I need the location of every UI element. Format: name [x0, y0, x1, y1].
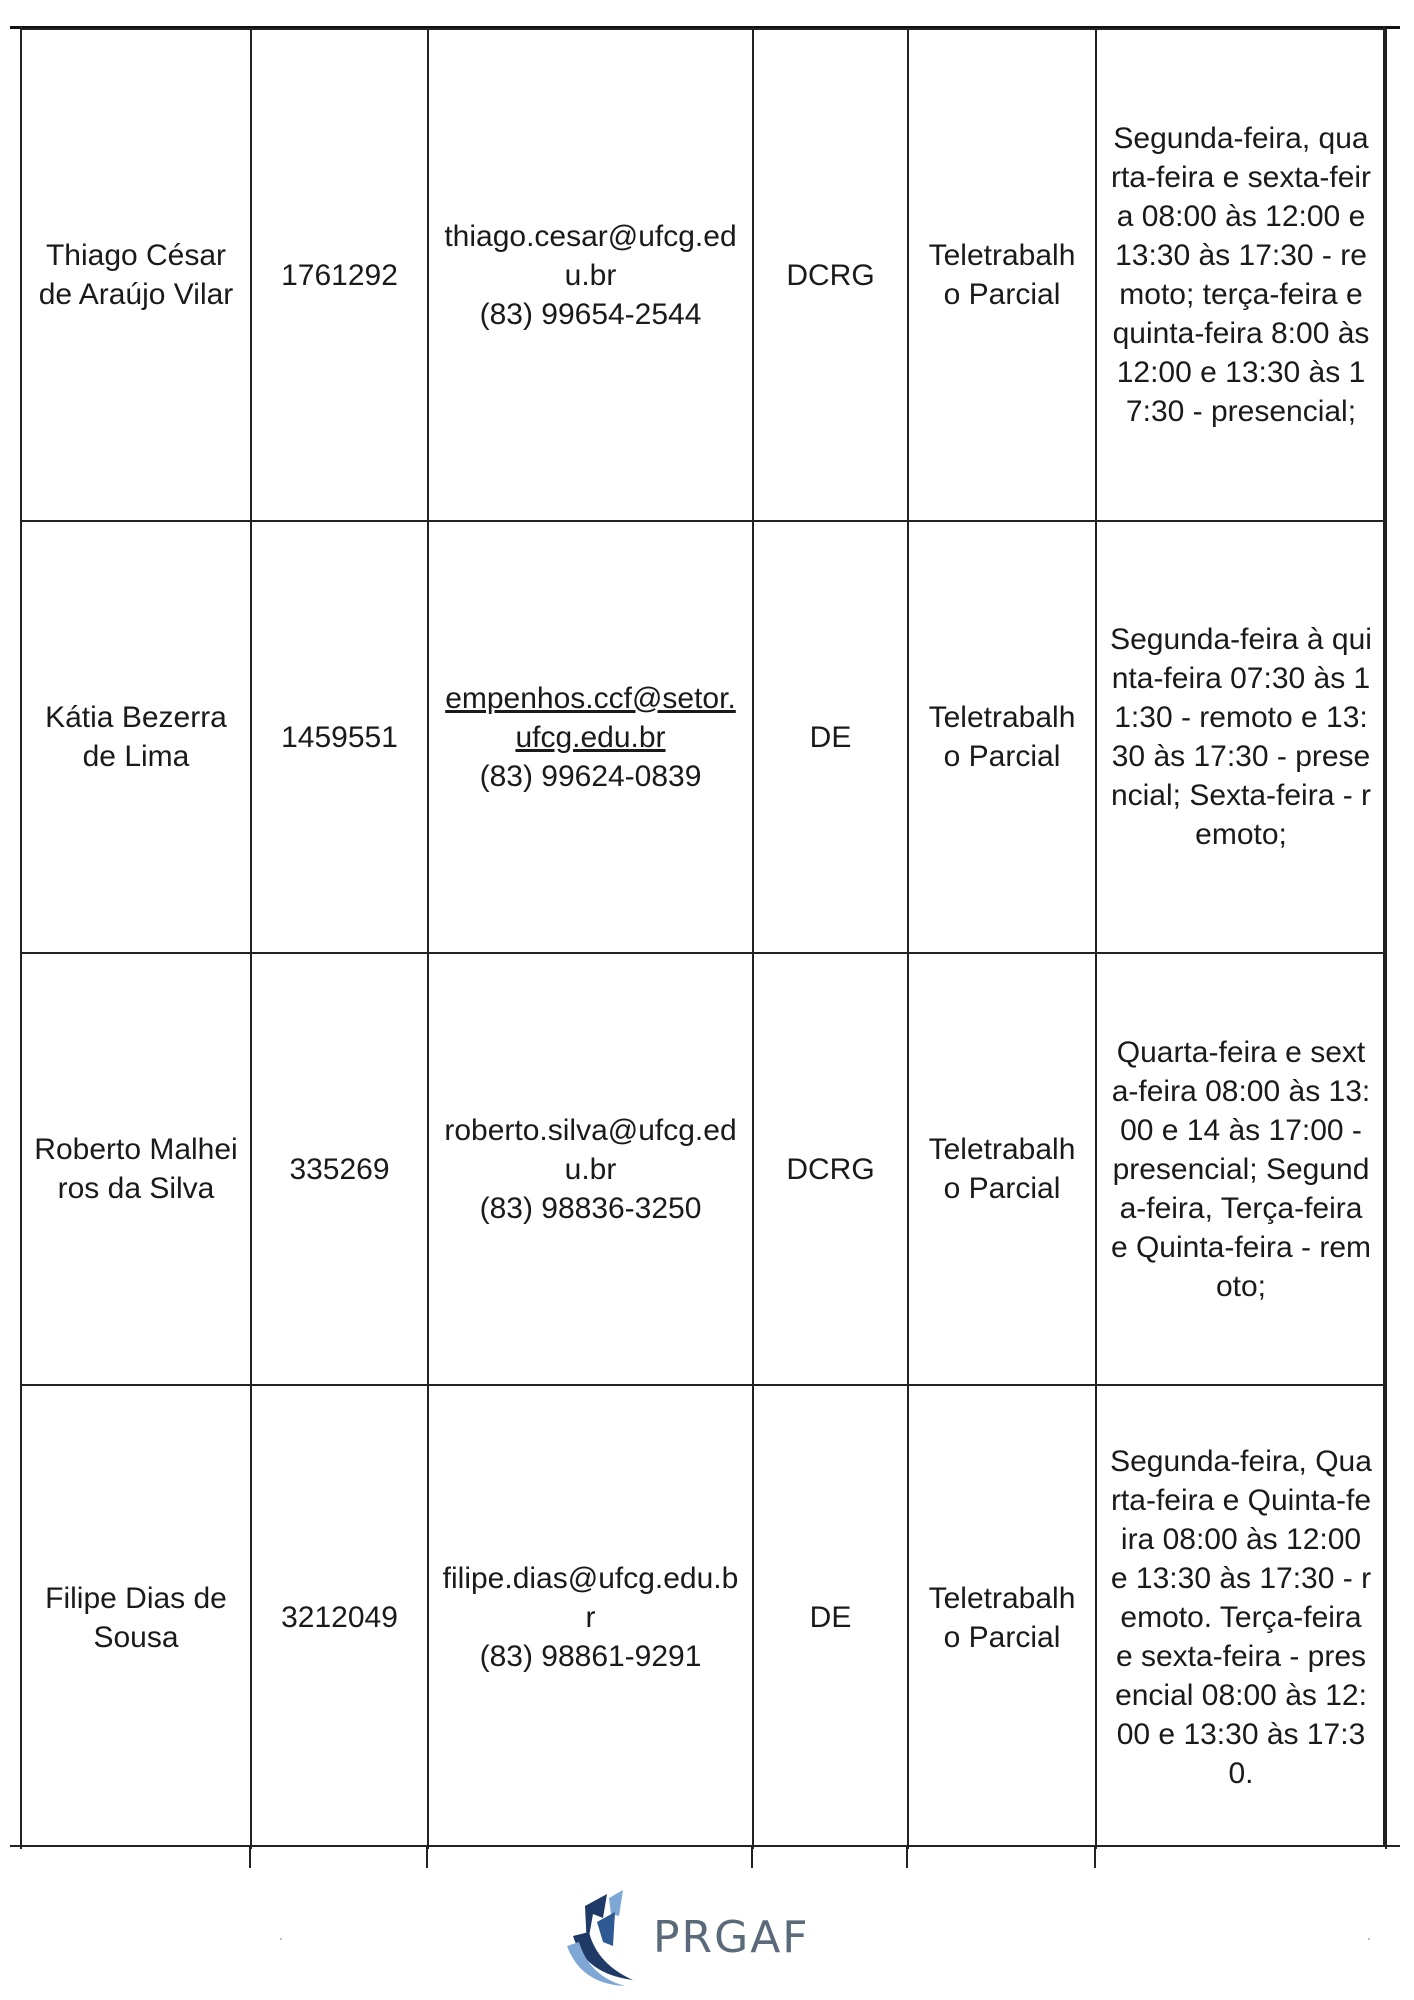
- footer-mark: [280, 1938, 282, 1940]
- phone-text: (83) 99654-2544: [479, 297, 702, 331]
- registration-cell: 335269: [251, 953, 428, 1385]
- schedule-cell: Segunda-feira, Quarta-feira e Quinta-feira 08:00 às 12:00 e 13:30 às 17:30 - remoto. Terça-feira e sexta-feira - presencial 08:00 às 12:00 e 13:30 às 17:30.: [1096, 1385, 1386, 1849]
- table-row: [21, 1385, 1386, 1849]
- regime-cell: Teletrabalho Parcial: [908, 29, 1096, 521]
- table-row: [21, 29, 1386, 521]
- email-text: roberto.silva@ufcg.edu.br: [444, 1113, 737, 1186]
- contact-cell: [428, 521, 753, 953]
- contact-cell: [428, 953, 753, 1385]
- column-divider-tail: [249, 1846, 251, 1868]
- schedule-cell: Segunda-feira, quarta-feira e sexta-feira 08:00 às 12:00 e 13:30 às 17:30 - remoto; terça-feira e quinta-feira 8:00 às 12:00 e 13:30 às 17:30 - presencial;: [1096, 29, 1386, 521]
- column-divider-tail: [906, 1846, 908, 1868]
- unit-cell: DCRG: [753, 29, 908, 521]
- email-text: thiago.cesar@ufcg.edu.br: [444, 219, 737, 292]
- schedule-cell: Segunda-feira à quinta-feira 07:30 às 11:30 - remoto e 13:30 às 17:30 - presencial; Sexta-feira - remoto;: [1096, 521, 1386, 953]
- contact-cell: [428, 29, 753, 521]
- column-divider-tail: [426, 1846, 428, 1868]
- staff-schedule-table: [20, 28, 1387, 1849]
- unit-cell: DE: [753, 1385, 908, 1849]
- column-divider-tail: [1094, 1846, 1096, 1868]
- registration-cell: 3212049: [251, 1385, 428, 1849]
- name-cell: Filipe Dias de Sousa: [21, 1385, 251, 1849]
- schedule-cell: Quarta-feira e sexta-feira 08:00 às 13:00 e 14 às 17:00 - presencial; Segunda-feira, Terça-feira e Quinta-feira - remoto;: [1096, 953, 1386, 1385]
- phone-text: (83) 99624-0839: [479, 759, 702, 793]
- regime-cell: Teletrabalho Parcial: [908, 1385, 1096, 1849]
- phone-text: (83) 98861-9291: [479, 1640, 702, 1673]
- page-frame-left: [20, 26, 22, 1846]
- prgaf-logo: [563, 1885, 813, 1990]
- registration-cell: 1761292: [251, 29, 428, 521]
- name-cell: Thiago César de Araújo Vilar: [21, 29, 251, 521]
- footer-mark: [1368, 1938, 1370, 1940]
- prgaf-building-logo-icon: [563, 1888, 647, 1988]
- column-divider-tail: [751, 1846, 753, 1868]
- name-cell: Roberto Malheiros da Silva: [21, 953, 251, 1385]
- table-row: [21, 521, 1386, 953]
- regime-cell: Teletrabalho Parcial: [908, 521, 1096, 953]
- page-frame-right: [1383, 26, 1385, 1846]
- prgaf-logo-text: PRGAF: [653, 1912, 810, 1963]
- email-link[interactable]: empenhos.ccf@setor.ufcg.edu.br: [445, 681, 736, 754]
- name-cell: Kátia Bezerra de Lima: [21, 521, 251, 953]
- contact-cell: [428, 1385, 753, 1849]
- unit-cell: DE: [753, 521, 908, 953]
- registration-cell: 1459551: [251, 521, 428, 953]
- table-row: [21, 953, 1386, 1385]
- table-bottom-border: [10, 1845, 1400, 1847]
- email-text: filipe.dias@ufcg.edu.br: [442, 1562, 739, 1634]
- regime-cell: Teletrabalho Parcial: [908, 953, 1096, 1385]
- unit-cell: DCRG: [753, 953, 908, 1385]
- phone-text: (83) 98836-3250: [479, 1191, 702, 1225]
